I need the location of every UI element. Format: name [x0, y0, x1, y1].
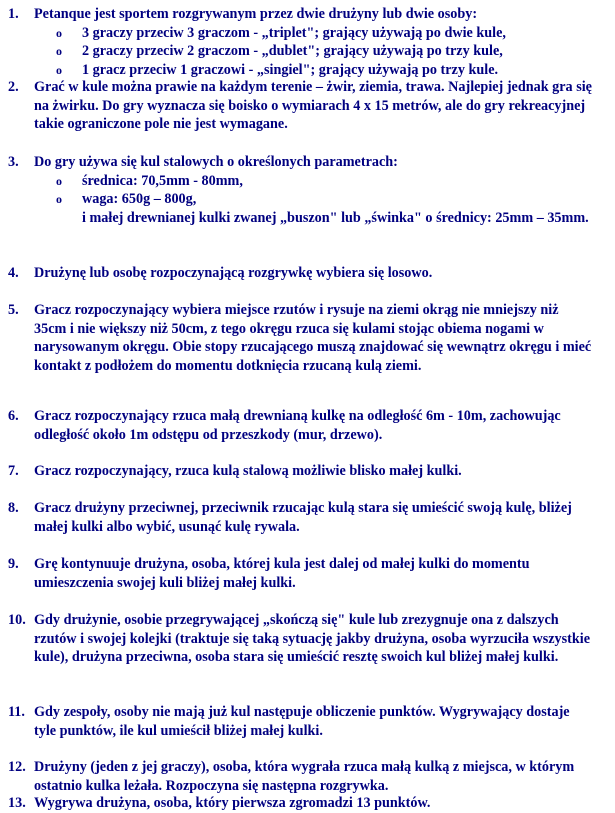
item-text: Gracz rozpoczynający, rzuca kulą stalową możliwie blisko małej kulki.: [34, 463, 462, 479]
item-number: 5.: [8, 302, 19, 318]
item-number: 9.: [8, 556, 19, 572]
list-item-6: [8, 407, 593, 444]
sub-item-continuation: i małej drewnianej kulki zwanej „buszon" lub „świnka" o średnicy: 25mm – 35mm.: [82, 209, 589, 226]
item-text: Gracz rozpoczynający rzuca małą drewnianą kulkę na odległość 6m - 10m, zachowując odległość około 1m odstępu od przeszkody (mur, drzewo).: [34, 408, 561, 443]
list-item-10: [8, 611, 593, 667]
list-item-1: [8, 5, 593, 79]
item-text: Gracz rozpoczynający wybiera miejsce rzutów i rysuje na ziemi okrąg nie mniejszy niż 35cm i nie większy niż 50cm, z tego okręgu rzuca się kulami stojąc obiema nogami w narysowanym okręgu. Obie stopy rzucającego muszą znajdować się wewnątrz okręgu i mieć kontakt z podłożem do momentu dotknięcia rzucaną kulą ziemi.: [34, 302, 592, 374]
item-text: Drużynę lub osobę rozpoczynającą rozgrywkę wybiera się losowo.: [34, 265, 433, 281]
item-number: 6.: [8, 408, 19, 424]
item-number: 1.: [8, 6, 19, 22]
item-text: Petanque jest sportem rozgrywanym przez dwie drużyny lub dwie osoby:: [34, 6, 478, 22]
list-item-3: [8, 153, 593, 227]
item-number: 13.: [8, 795, 26, 811]
list-item-7: [8, 462, 593, 481]
sub-item: [56, 42, 593, 61]
item-text: Grać w kule można prawie na każdym terenie – żwir, ziemia, trawa. Najlepiej jednak gra się na żwirku. Do gry wyznacza się boisko o wymiarach 4 x 15 metrów, ale do gry rekreacyjnej takie ograniczone pole nie jest wymagane.: [34, 79, 592, 133]
sub-item-text: 3 graczy przeciw 3 graczom - „triplet"; grający używają po dwie kule,: [82, 24, 506, 41]
item-text: Do gry używa się kul stalowych o określonych parametrach:: [34, 154, 398, 170]
sub-item: [56, 24, 593, 43]
item-number: 2.: [8, 79, 19, 95]
item-number: 4.: [8, 265, 19, 281]
sub-item: [56, 190, 593, 227]
list-item-11: [8, 703, 593, 740]
item-number: 12.: [8, 759, 26, 775]
item-number: 10.: [8, 612, 26, 628]
item-text: Drużyny (jeden z jej graczy), osoba, która wygrała rzuca małą kulką z miejsca, w którym ostatnio kulka leżała. Rozpoczyna się następna rozgrywka.: [34, 759, 575, 794]
sub-item: [56, 172, 593, 191]
item-number: 7.: [8, 463, 19, 479]
item-number: 8.: [8, 500, 19, 516]
list-item-4: [8, 264, 593, 283]
sub-item-text: średnica: 70,5mm - 80mm,: [82, 172, 243, 189]
bullet-icon: o: [56, 44, 62, 59]
item-text: Wygrywa drużyna, osoba, który pierwsza zgromadzi 13 punktów.: [34, 795, 431, 811]
list-item-2: [8, 78, 593, 134]
sub-item-text: 2 graczy przeciw 2 graczom - „dublet"; grający używają po trzy kule,: [82, 43, 503, 60]
bullet-icon: o: [56, 62, 62, 77]
item-number: 11.: [8, 704, 25, 720]
sub-item-text: waga: 650g – 800g,: [82, 191, 197, 208]
item-text: Gdy zespoły, osoby nie mają już kul następuje obliczenie punktów. Wygrywający dostaje tyle punktów, ile kul umieścił bliżej małej kulki.: [34, 704, 570, 739]
bullet-icon: o: [56, 25, 62, 40]
bullet-icon: o: [56, 173, 62, 188]
bullet-icon: o: [56, 192, 62, 207]
list-item-5: [8, 301, 593, 375]
item-text: Gdy drużynie, osobie przegrywającej „skończą się" kule lub zrezygnuje ona z dalszych rzutów i swojej kolejki (traktuje się taką sytuację jakby drużyna, osoba wyrzuciła wszystkie kule), drużyna przeciwna, osoba stara się umieścić resztę swoich kul bliżej małej kulki.: [34, 612, 591, 666]
list-item-12: [8, 758, 593, 795]
item-text: Gracz drużyny przeciwnej, przeciwnik rzucając kulą stara się umieścić swoją kulę, bliżej małej kulki albo wybić, usunąć kulę rywala.: [34, 500, 572, 535]
item-text: Grę kontynuuje drużyna, osoba, której kula jest dalej od małej kulki do momentu umieszczenia swojej kuli bliżej małej kulki.: [34, 556, 530, 591]
list-item-13: [8, 794, 593, 813]
list-item-9: [8, 555, 593, 592]
item-number: 3.: [8, 154, 19, 170]
list-item-8: [8, 499, 593, 536]
sub-item-text: 1 gracz przeciw 1 graczowi - „singiel"; grający używają po trzy kule.: [82, 61, 499, 78]
sub-item: [56, 61, 593, 80]
